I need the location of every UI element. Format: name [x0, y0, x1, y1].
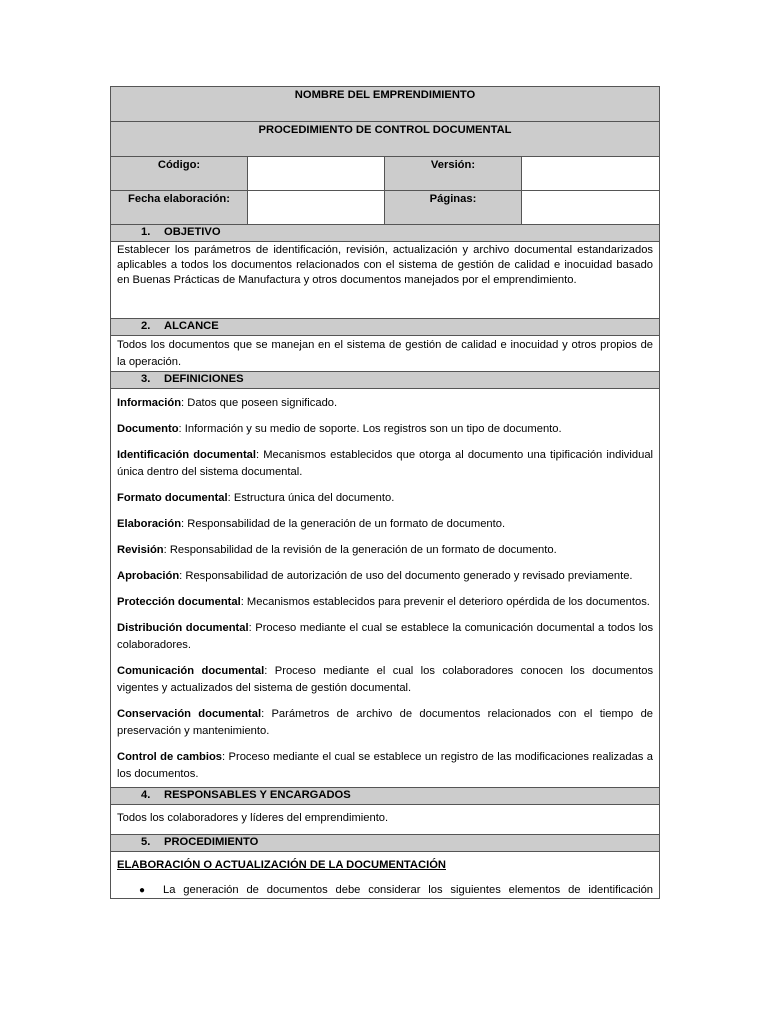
definition-item	[117, 706, 653, 740]
definition-term: Documento	[117, 423, 179, 435]
procedure-table	[110, 86, 660, 899]
section-title: ALCANCE	[164, 320, 219, 332]
definition-item	[117, 447, 653, 481]
definition-term: Distribución documental	[117, 622, 249, 634]
definition-term: Elaboración	[117, 518, 182, 530]
codigo-field[interactable]	[248, 157, 385, 191]
definition-text: : Estructura única del documento.	[227, 492, 395, 504]
paginas-field[interactable]	[522, 191, 660, 225]
section-header-alcance	[111, 319, 660, 336]
section-title: OBJETIVO	[164, 226, 221, 238]
definition-term: Identificación documental	[117, 449, 256, 461]
definition-item	[117, 542, 653, 559]
section-number: 2.	[141, 320, 151, 332]
definition-term: Información	[117, 397, 182, 409]
definition-term: Aprobación	[117, 570, 180, 582]
definition-text: : Proceso mediante el cual se establece un registro de las modificaciones realizadas a los documentos.	[117, 751, 654, 780]
section-title: PROCEDIMIENTO	[164, 836, 259, 848]
paginas-label: Páginas:	[385, 191, 522, 225]
bullet-text: La generación de documentos debe considerar los siguientes elementos de identificación	[163, 884, 654, 896]
section-header-procedimiento	[111, 835, 660, 852]
procedimiento-subtitle: ELABORACIÓN O ACTUALIZACIÓN DE LA DOCUMENTACIÓN	[117, 859, 446, 871]
definition-term: Protección documental	[117, 596, 241, 608]
definition-text: : Información y su medio de soporte. Los registros son un tipo de documento.	[178, 423, 562, 435]
fecha-field[interactable]	[248, 191, 385, 225]
version-label: Versión:	[385, 157, 522, 191]
definition-text: : Mecanismos establecidos que otorga al documento una tipificación individual única dentro del sistema documental.	[117, 449, 654, 478]
bullet-icon: ●	[139, 885, 146, 896]
definition-text: : Responsabilidad de la revisión de la generación de un formato de documento.	[163, 544, 557, 556]
bullet-item	[117, 883, 653, 898]
responsables-text: Todos los colaboradores y líderes del emprendimiento.	[111, 805, 660, 835]
section-number: 4.	[141, 789, 151, 801]
fecha-label: Fecha elaboración:	[111, 191, 248, 225]
definition-term: Comunicación documental	[117, 665, 265, 677]
definition-term: Formato documental	[117, 492, 228, 504]
definition-item	[117, 620, 653, 654]
section-number: 3.	[141, 373, 151, 385]
definition-text: : Responsabilidad de autorización de uso del documento generado y revisado previamente.	[179, 570, 633, 582]
alcance-text: Todos los documentos que se manejan en el sistema de gestión de calidad e inocuidad y otros propios de la operación.	[111, 336, 660, 372]
definition-text: : Parámetros de archivo de documentos relacionados con el tiempo de preservación y mantenimiento.	[117, 708, 654, 737]
definition-text: : Proceso mediante el cual se establece la comunicación documental a todos los colaboradores.	[117, 622, 654, 651]
section-number: 1.	[141, 226, 151, 238]
section-number: 5.	[141, 836, 151, 848]
definition-item	[117, 421, 653, 438]
document-page	[110, 86, 659, 899]
definition-item	[117, 568, 653, 585]
definition-item	[117, 516, 653, 533]
procedure-title-header: PROCEDIMIENTO DE CONTROL DOCUMENTAL	[111, 122, 660, 157]
definition-text: : Datos que poseen significado.	[181, 397, 338, 409]
definition-text: : Responsabilidad de la generación de un formato de documento.	[181, 518, 506, 530]
procedimiento-content	[111, 852, 660, 899]
objetivo-text: Establecer los parámetros de identificación, revisión, actualización y archivo documental estandarizados aplicables a todos los documentos relacionados con el sistema de gestión de calidad e inocuidad basado en Buenas Prácticas de Manufactura y otros documentos manejados por el emprendimiento.	[111, 242, 660, 319]
section-title: DEFINICIONES	[164, 373, 244, 385]
definition-text: : Proceso mediante el cual los colaboradores conocen los documentos vigentes y actualizados del sistema de gestión documental.	[117, 665, 654, 694]
definition-term: Conservación documental	[117, 708, 262, 720]
section-header-definiciones	[111, 372, 660, 389]
section-title: RESPONSABLES Y ENCARGADOS	[164, 789, 351, 801]
definition-item	[117, 663, 653, 697]
codigo-label: Código:	[111, 157, 248, 191]
definiciones-list	[111, 389, 660, 788]
enterprise-name-header: NOMBRE DEL EMPRENDIMIENTO	[111, 87, 660, 122]
definition-term: Revisión	[117, 544, 164, 556]
version-field[interactable]	[522, 157, 660, 191]
definition-text: : Mecanismos establecidos para prevenir el deterioro opérdida de los documentos.	[240, 596, 650, 608]
definition-term: Control de cambios	[117, 751, 223, 763]
section-header-objetivo	[111, 225, 660, 242]
section-header-responsables	[111, 788, 660, 805]
definition-item	[117, 490, 653, 507]
definition-item	[117, 749, 653, 783]
definition-item	[117, 395, 653, 412]
definition-item	[117, 594, 653, 611]
